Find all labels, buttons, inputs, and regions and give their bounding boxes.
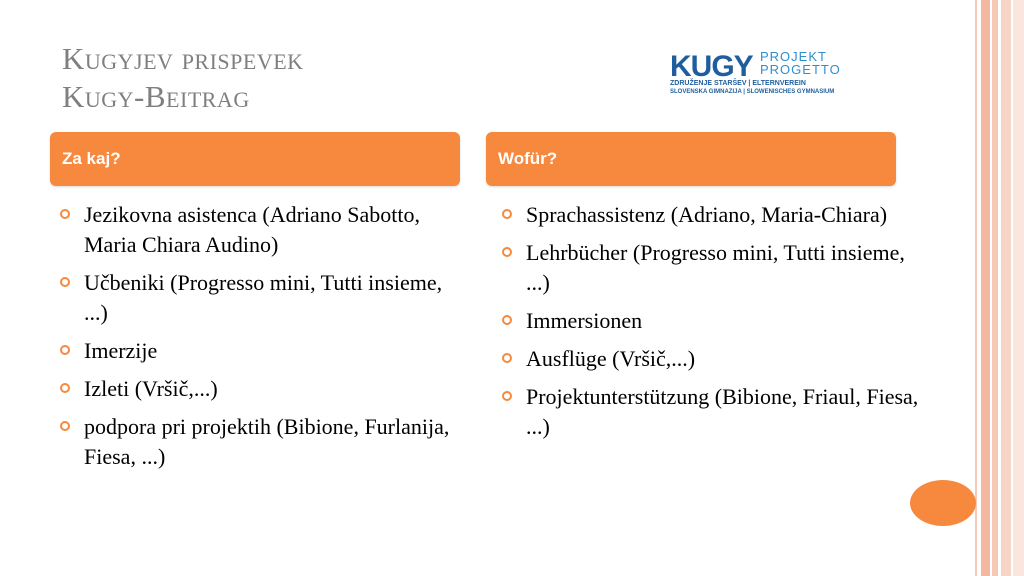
bullet-icon — [502, 247, 512, 257]
list-item — [60, 268, 470, 328]
list-item — [502, 306, 922, 336]
decor-stripe — [975, 0, 977, 576]
logo-wordmark: KUGY — [670, 50, 753, 83]
bullet-icon — [60, 421, 70, 431]
logo-project-label — [760, 50, 841, 76]
list-item-text: Jezikovna asistenca (Adriano Sabotto, Maria Chiara Audino) — [84, 202, 421, 257]
list-item-text: Projektunterstützung (Bibione, Friaul, Fiesa, ...) — [526, 384, 919, 439]
logo-projekt: PROJEKT — [760, 49, 827, 64]
left-column-header: Za kaj? — [50, 132, 460, 186]
list-item — [502, 238, 922, 298]
decor-stripe — [981, 0, 990, 576]
list-item-text: Lehrbücher (Progresso mini, Tutti insieme, ...) — [526, 240, 905, 295]
right-bullet-list — [502, 200, 922, 450]
decor-stripe — [1013, 0, 1024, 576]
list-item-text: Sprachassistenz (Adriano, Maria-Chiara) — [526, 202, 888, 227]
bullet-icon — [502, 315, 512, 325]
logo-progetto: PROGETTO — [760, 62, 841, 77]
list-item — [60, 374, 470, 404]
logo-subtitle-1: ZDRUŽENJE STARŠEV | ELTERNVEREIN — [670, 80, 806, 87]
decor-stripe — [992, 0, 998, 576]
list-item-text: Immersionen — [526, 308, 643, 333]
list-item — [60, 200, 470, 260]
bullet-icon — [502, 353, 512, 363]
bullet-icon — [60, 345, 70, 355]
logo-subtitle-2: SLOVENSKA GIMNAZIJA | SLOWENISCHES GYMNASIUM — [670, 89, 835, 95]
list-item — [502, 344, 922, 374]
bullet-icon — [60, 209, 70, 219]
list-item-text: Ausflüge (Vršič,...) — [526, 346, 696, 371]
list-item — [60, 412, 470, 472]
list-item-text: Imerzije — [84, 338, 158, 363]
bullet-icon — [502, 391, 512, 401]
list-item-text: podpora pri projektih (Bibione, Furlanija, Fiesa, ...) — [84, 414, 450, 469]
list-item-text: Izleti (Vršič,...) — [84, 376, 218, 401]
slide-title — [62, 40, 582, 116]
list-item — [60, 336, 470, 366]
decor-stripe — [1001, 0, 1011, 576]
title-line-1: Kugyjev prispevek — [62, 41, 304, 76]
bullet-icon — [502, 209, 512, 219]
bullet-icon — [60, 383, 70, 393]
right-column-header: Wofür? — [486, 132, 896, 186]
list-item — [502, 200, 922, 230]
left-bullet-list — [60, 200, 470, 480]
bullet-icon — [60, 277, 70, 287]
kugy-logo — [670, 48, 850, 98]
list-item-text: Učbeniki (Progresso mini, Tutti insieme, ...) — [84, 270, 443, 325]
title-line-2: Kugy-Beitrag — [62, 79, 250, 114]
list-item — [502, 382, 922, 442]
decor-orange-oval — [910, 480, 976, 526]
